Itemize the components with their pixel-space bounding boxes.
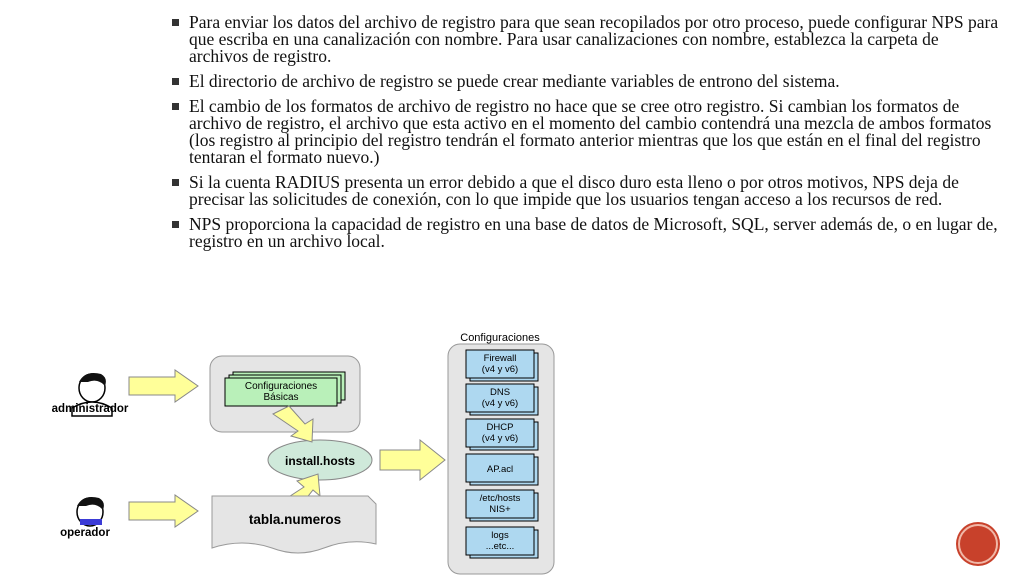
bullet-item: El directorio de archivo de registro se puede crear mediante variables de entrono del sistema.: [172, 73, 1002, 90]
operator-arrow: [129, 495, 198, 527]
bullet-item: Si la cuenta RADIUS presenta un error debido a que el disco duro esta lleno o por otros motivos, NPS deja de precisar las solicitudes de conexión, con lo que impide que los usuarios tengan acceso a los recursos de red.: [172, 174, 1002, 208]
operator-label: operador: [60, 527, 110, 539]
square-bullet-icon: [172, 103, 179, 110]
config-card: [466, 419, 538, 450]
config-card: [466, 384, 538, 415]
operator-person-icon: [72, 497, 108, 526]
config-card-line2: (v4 y v6): [481, 364, 519, 375]
basic-config-stack: [225, 372, 345, 406]
admin-arrow: [129, 370, 198, 402]
square-bullet-icon: [172, 221, 179, 228]
square-bullet-icon: [172, 78, 179, 85]
config-card-line2: NIS+: [489, 504, 511, 515]
bullet-item: Para enviar los datos del archivo de registro para que sean recopilados por otro proceso, puede configurar NPS para que escriba en una canalización con nombre. Para usar canalizaciones con nombre, establezca la carpeta de archivos de registro.: [172, 14, 1002, 65]
config-card-line1: /etc/hosts: [479, 493, 521, 504]
arrow-install-to-configs: [380, 440, 445, 480]
slide-number-badge: [958, 524, 998, 564]
bullet-item: El cambio de los formatos de archivo de registro no hace que se cree otro registro. Si cambian los formatos de archivo de registro, el archivo que esta activo en el momento del cambio contendrá una mezcla de ambos formatos (los registro al principio del registro tendrán el formato anterior mientras que los que están en el final del registro tentaran el formato nuevo.): [172, 98, 1002, 166]
config-card: [466, 350, 538, 381]
bullet-item: NPS proporciona la capacidad de registro en una base de datos de Microsoft, SQL, server además de, o en lugar de, registro en un archivo local.: [172, 216, 1002, 250]
basic-config-line1: Configuraciones: [244, 381, 318, 392]
install-hosts-label: install.hosts: [284, 454, 356, 468]
tabla-numeros-label: tabla.numeros: [248, 512, 342, 527]
config-card-line1: Firewall: [483, 353, 517, 364]
config-card-line2: ...etc...: [485, 541, 515, 552]
config-card-line1: DNS: [489, 387, 511, 398]
config-card-line1: logs: [491, 530, 509, 541]
config-card: [466, 454, 538, 485]
configuration-diagram: [0, 326, 600, 576]
config-card-line1: DHCP: [486, 422, 514, 433]
administrator-label: administrador: [51, 403, 129, 415]
config-card: [466, 490, 538, 521]
config-card-line2: (v4 y v6): [481, 398, 519, 409]
square-bullet-icon: [172, 179, 179, 186]
config-card-line2: (v4 y v6): [481, 433, 519, 444]
bullet-list: [172, 14, 1002, 258]
square-bullet-icon: [172, 19, 179, 26]
configs-title: Configuraciones: [460, 332, 540, 344]
basic-config-line2: Básicas: [263, 392, 299, 403]
config-card: [466, 527, 538, 558]
config-card-line1: AP.acl: [486, 464, 514, 475]
